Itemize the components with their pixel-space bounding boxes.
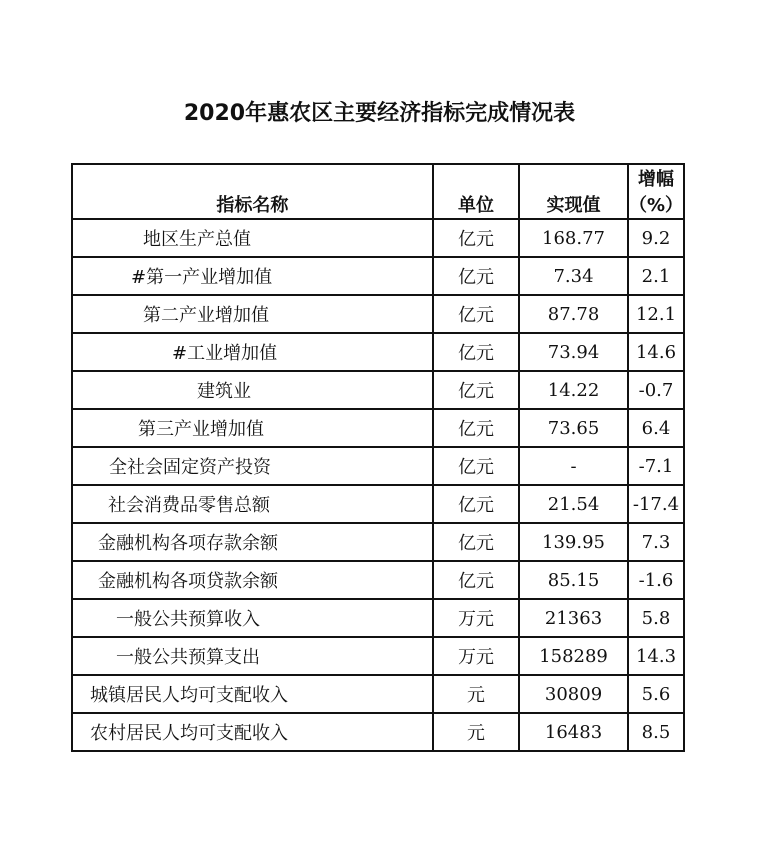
value-cell: 73.65 [519, 409, 628, 447]
growth-cell: 5.6 [628, 675, 684, 713]
growth-cell: 9.2 [628, 219, 684, 257]
table-row [72, 675, 684, 713]
table-row [72, 561, 684, 599]
indicator-name-cell: 地区生产总值 [72, 219, 433, 257]
table-row [72, 485, 684, 523]
value-cell: 85.15 [519, 561, 628, 599]
value-cell: 168.77 [519, 219, 628, 257]
indicator-name-cell: 建筑业 [72, 371, 433, 409]
unit-cell: 亿元 [433, 295, 519, 333]
table-row [72, 713, 684, 751]
table-row [72, 333, 684, 371]
value-cell: 21363 [519, 599, 628, 637]
value-cell: 16483 [519, 713, 628, 751]
growth-cell: 8.5 [628, 713, 684, 751]
page-title: 2020年惠农区主要经济指标完成情况表 [183, 101, 576, 126]
table-header-row [72, 164, 684, 219]
value-cell: 30809 [519, 675, 628, 713]
header-indicator-name: 指标名称 [72, 164, 433, 219]
unit-cell: 亿元 [433, 333, 519, 371]
indicator-name-cell: 农村居民人均可支配收入 [72, 713, 433, 751]
header-value: 实现值 [519, 164, 628, 219]
table-row [72, 409, 684, 447]
growth-cell: 12.1 [628, 295, 684, 333]
indicator-name-cell: 金融机构各项贷款余额 [72, 561, 433, 599]
growth-cell: -17.4 [628, 485, 684, 523]
indicator-name-cell: #第一产业增加值 [72, 257, 433, 295]
header-growth: 增幅（%） [628, 164, 684, 219]
table-row [72, 599, 684, 637]
indicator-name-cell: 一般公共预算收入 [72, 599, 433, 637]
unit-cell: 亿元 [433, 371, 519, 409]
table-row [72, 257, 684, 295]
value-cell: 87.78 [519, 295, 628, 333]
value-cell: 14.22 [519, 371, 628, 409]
growth-cell: 14.3 [628, 637, 684, 675]
value-cell: 158289 [519, 637, 628, 675]
indicator-name-cell: 第二产业增加值 [72, 295, 433, 333]
value-cell: 73.94 [519, 333, 628, 371]
table-row [72, 523, 684, 561]
table-row [72, 295, 684, 333]
table-row [72, 637, 684, 675]
unit-cell: 元 [433, 713, 519, 751]
growth-cell: 14.6 [628, 333, 684, 371]
growth-cell: 2.1 [628, 257, 684, 295]
value-cell: - [519, 447, 628, 485]
unit-cell: 万元 [433, 637, 519, 675]
indicator-name-cell: 社会消费品零售总额 [72, 485, 433, 523]
growth-cell: -1.6 [628, 561, 684, 599]
indicator-name-cell: 城镇居民人均可支配收入 [72, 675, 433, 713]
value-cell: 7.34 [519, 257, 628, 295]
unit-cell: 亿元 [433, 485, 519, 523]
unit-cell: 亿元 [433, 257, 519, 295]
table-row [72, 219, 684, 257]
value-cell: 139.95 [519, 523, 628, 561]
growth-cell: 7.3 [628, 523, 684, 561]
table-row [72, 447, 684, 485]
unit-cell: 亿元 [433, 219, 519, 257]
indicator-name-cell: 一般公共预算支出 [72, 637, 433, 675]
unit-cell: 亿元 [433, 523, 519, 561]
unit-cell: 亿元 [433, 447, 519, 485]
indicator-name-cell: #工业增加值 [72, 333, 433, 371]
growth-cell: 5.8 [628, 599, 684, 637]
table-row [72, 371, 684, 409]
unit-cell: 亿元 [433, 409, 519, 447]
growth-cell: 6.4 [628, 409, 684, 447]
growth-cell: -0.7 [628, 371, 684, 409]
indicator-name-cell: 金融机构各项存款余额 [72, 523, 433, 561]
unit-cell: 亿元 [433, 561, 519, 599]
value-cell: 21.54 [519, 485, 628, 523]
unit-cell: 万元 [433, 599, 519, 637]
indicator-name-cell: 全社会固定资产投资 [72, 447, 433, 485]
indicator-table [71, 163, 685, 752]
header-unit: 单位 [433, 164, 519, 219]
growth-cell: -7.1 [628, 447, 684, 485]
indicator-name-cell: 第三产业增加值 [72, 409, 433, 447]
unit-cell: 元 [433, 675, 519, 713]
